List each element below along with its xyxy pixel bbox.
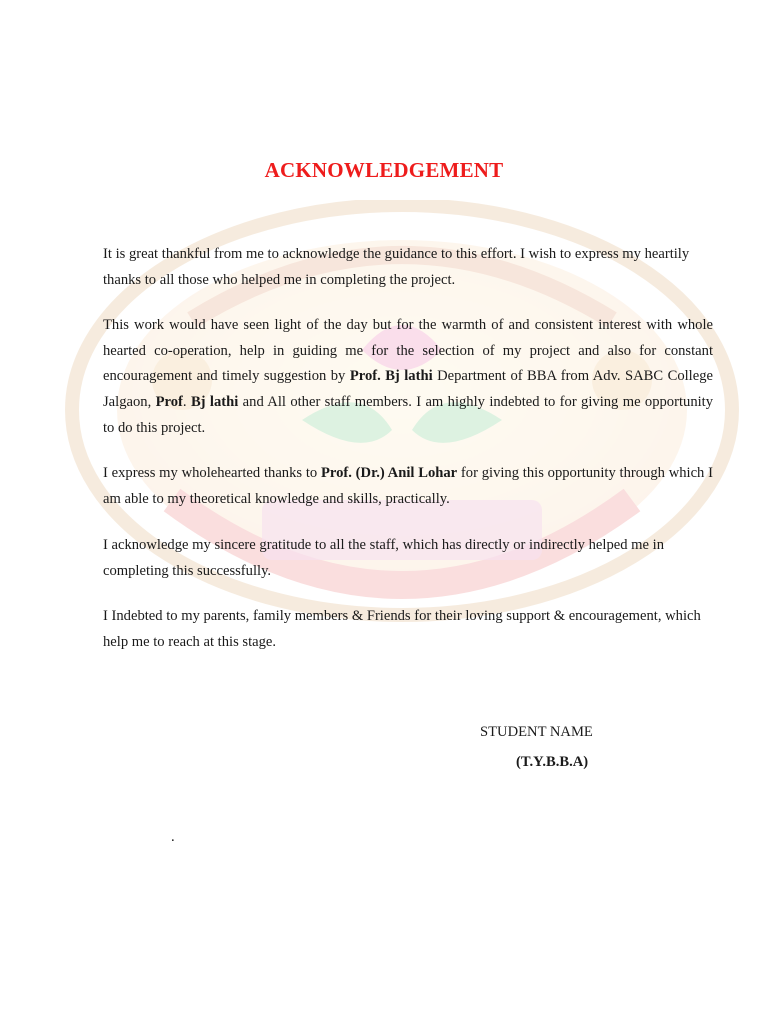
signature-name: STUDENT NAME [480,724,593,740]
paragraph-staff [103,533,713,584]
paragraph-text: I acknowledge my sincere gratitude to all the staff, which has directly or indirectly helped me in completing this successfully. [103,537,664,579]
paragraph-family [103,604,713,655]
paragraph-text: It is great thankful from me to acknowledge the guidance to this effort. I wish to express my heartily thanks to all those who helped me in completing the project. [103,246,690,288]
paragraph-text: . [182,394,191,411]
paragraph-text: for giving this opportunity through which I am able to my theoretical knowledge and skills, practically. [103,465,713,507]
page-title: ACKNOWLEDGEMENT [264,158,504,182]
guide-name: Bj lathi [190,394,239,411]
stray-mark: . [171,829,175,845]
paragraph-text: This work would have seen light of the day but for the warmth of and consistent interest with whole hearted co-operation, help in guiding me for the selection of my project and also for constant encouragement and timely suggestion by [103,317,713,385]
paragraph-intro [103,242,713,293]
paragraph-text: I express my wholehearted thanks to [103,465,321,481]
paragraph-guidance [103,313,713,442]
signature-class: (T.Y.B.B.A) [516,754,589,770]
principal-name: Prof. (Dr.) Anil Lohar [320,465,458,481]
paragraph-text: and All other staff members. I am highly indebted to for giving me opportunity to do this project. [103,394,714,436]
guide-name: Prof. Bj lathi [349,368,433,385]
paragraph-text: Department of BBA from Adv. SABC College Jalgaon, [103,368,713,411]
paragraph-thanks [103,461,713,512]
paragraph-text: I Indebted to my parents, family members & Friends for their loving support & encouragement, which help me to reach at this stage. [103,608,701,650]
guide-title: Prof [155,394,183,411]
